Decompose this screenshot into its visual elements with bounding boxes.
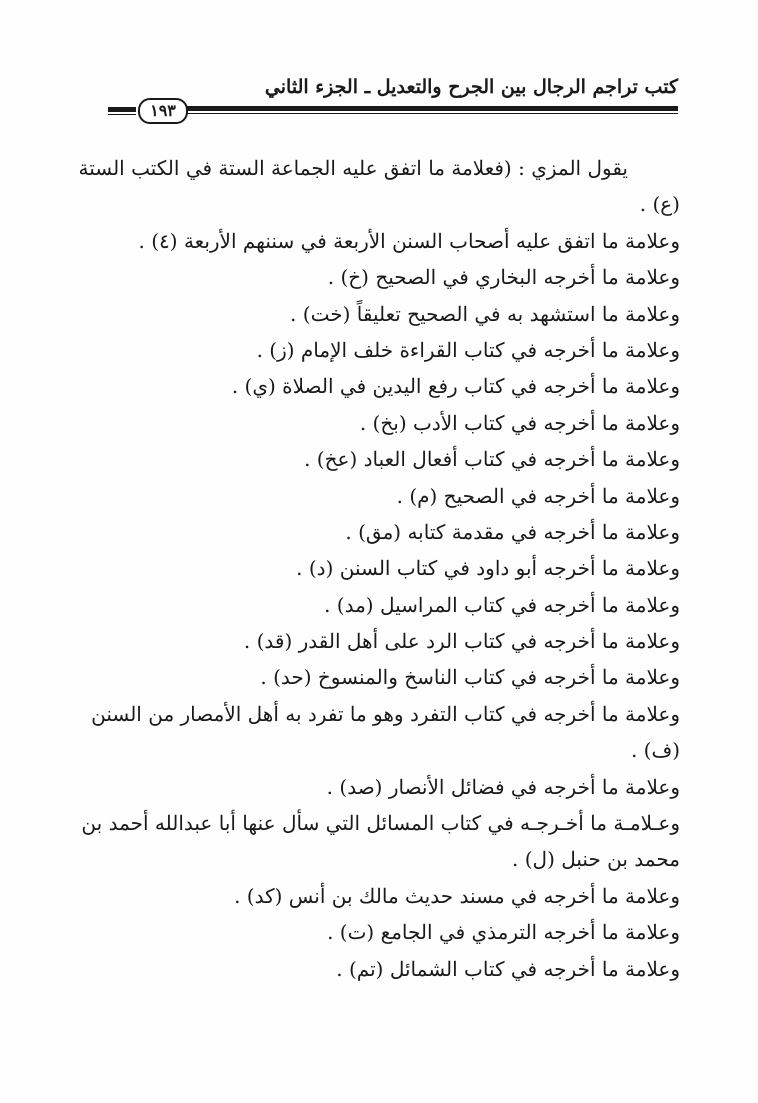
text-line: وعلامة ما أخرجه البخاري في الصحيح (خ) . <box>327 265 680 290</box>
text-line: وعلامة ما أخرجه الترمذي في الجامع (ت) . <box>327 920 680 945</box>
text-line: محمد بن حنبل (ل) . <box>512 847 680 872</box>
text-line: وعلامة ما أخرجه في كتاب الأدب (بخ) . <box>359 410 680 435</box>
running-header <box>108 70 678 124</box>
text-line: وعـلامـة ما أخـرجـه في كتاب المسائل التي سأل عنها أبا عبدالله أحمد بن <box>81 811 680 836</box>
text-line: (ع) . <box>639 192 680 217</box>
text-line: وعلامة ما أخرجه في مسند حديث مالك بن أنس (كد) . <box>234 883 680 908</box>
text-line: وعلامة ما أخرجه في كتاب القراءة خلف الإمام (ز) . <box>256 337 680 362</box>
text-line: وعلامة ما أخرجه في كتاب أفعال العباد (عخ) . <box>304 447 680 472</box>
text-line: وعلامة ما أخرجه في كتاب الرد على أهل القدر (قد) . <box>243 629 680 654</box>
text-line: يقول المزي : (فعلامة ما اتفق عليه الجماعة الستة في الكتب الستة <box>78 156 628 180</box>
text-line: (ف) . <box>630 738 680 763</box>
book-title: كتب تراجم الرجال بين الجرح والتعديل ـ الجزء الثاني <box>264 76 678 98</box>
text-line: وعلامة ما أخرجه أبو داود في كتاب السنن (د) . <box>296 556 680 581</box>
text-line: وعلامة ما أخرجه في الصحيح (م) . <box>396 483 680 508</box>
text-line: وعلامة ما اتفق عليه أصحاب السنن الأربعة في سننهم الأربعة (٤) . <box>138 228 680 253</box>
text-line: وعلامة ما أخرجه في فضائل الأنصار (صد) . <box>326 774 680 799</box>
body-text <box>78 150 680 987</box>
text-line: وعلامة ما أخرجه في مقدمة كتابه (مق) . <box>345 519 680 544</box>
text-line: وعلامة ما أخرجه في كتاب الناسخ والمنسوخ (حد) . <box>260 665 680 690</box>
header-rule <box>176 106 678 111</box>
page-number: ١٩٣ <box>138 98 188 124</box>
text-line: وعلامة ما أخرجه في كتاب المراسيل (مد) . <box>324 592 680 617</box>
text-line: وعلامة ما أخرجه في كتاب رفع اليدين في الصلاة (ي) . <box>231 374 680 399</box>
page-number-ornament-thin <box>108 114 136 115</box>
page-number-ornament <box>108 107 136 112</box>
header-rule-thin <box>176 113 678 114</box>
text-line: وعلامة ما أخرجه في كتاب الشمائل (تم) . <box>336 956 680 981</box>
text-line: وعلامة ما استشهد به في الصحيح تعليقاً (خت) . <box>290 301 680 326</box>
text-line: وعلامة ما أخرجه في كتاب التفرد وهو ما تفرد به أهل الأمصار من السنن <box>91 701 680 726</box>
